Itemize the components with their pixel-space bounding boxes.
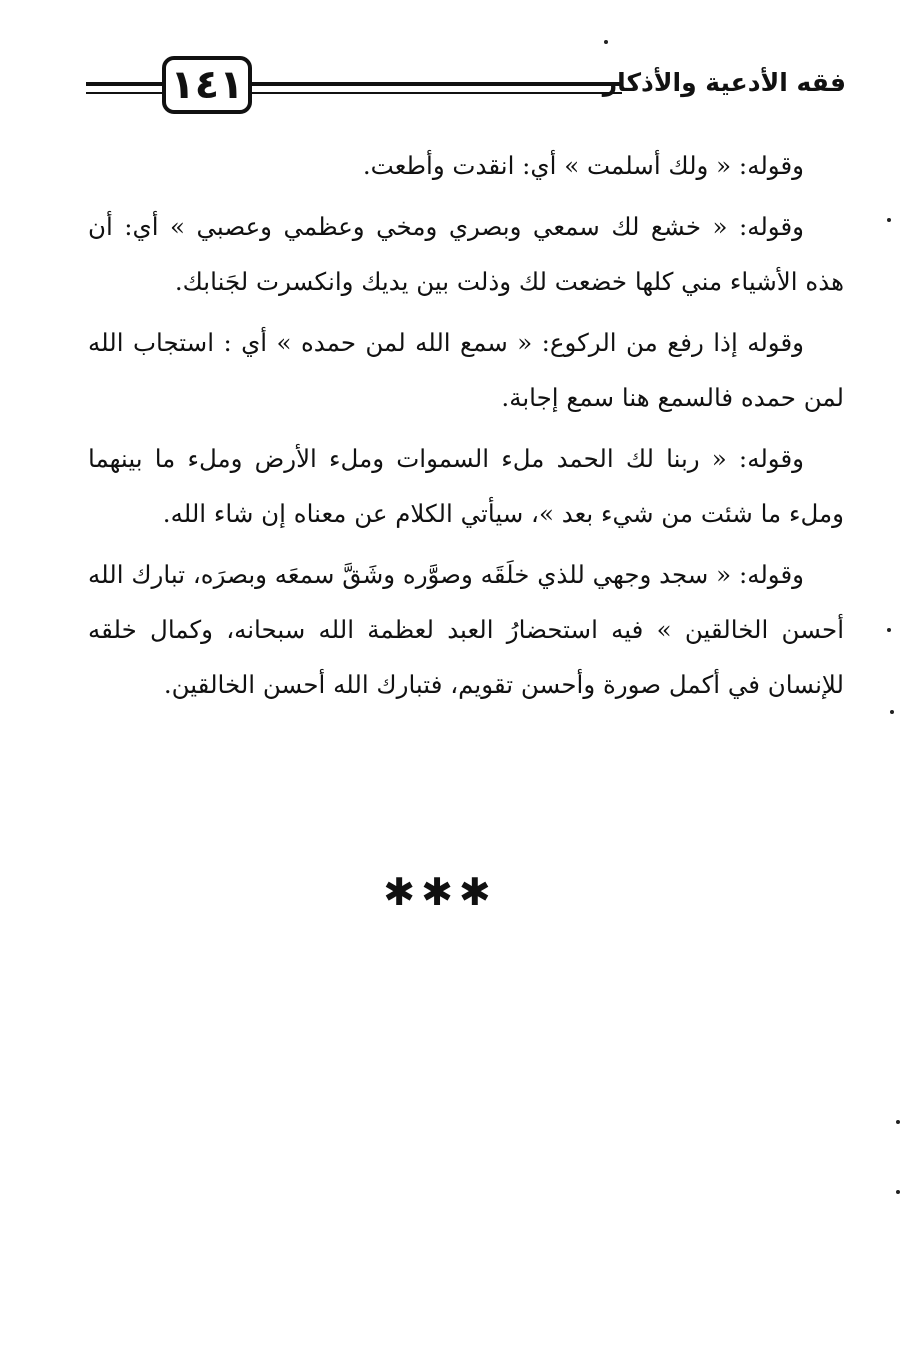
- page-body: [88, 138, 844, 718]
- scan-speck: [604, 40, 608, 44]
- header-rule-right-top: [252, 82, 622, 86]
- header-rule-left-bottom: [86, 92, 166, 94]
- scan-speck: [887, 218, 891, 222]
- page-header: [86, 52, 846, 124]
- scan-speck: [896, 1120, 900, 1124]
- paragraph-3: وقوله إذا رفع من الركوع: « سمع الله لمن حمده » أي : استجاب الله لمن حمده فالسمع هنا سمع إجابة.: [88, 328, 844, 412]
- scan-speck: [890, 710, 894, 714]
- header-rule-right-bottom: [252, 92, 622, 94]
- paragraph-5: وقوله: « سجد وجهي للذي خلَقَه وصوَّره وشَقَّ سمعَه وبصرَه، تبارك الله أحسن الخالقين » فيه استحضارُ العبد لعظمة الله سبحانه، وكمال خلقه للإنسان في أكمل صورة وأحسن تقويم، فتبارك الله أحسن الخالقين.: [88, 560, 844, 699]
- paragraph-1: وقوله: « ولك أسلمت » أي: انقدت وأطعت.: [362, 151, 804, 180]
- paragraph-4: وقوله: « ربنا لك الحمد ملء السموات وملء الأرض وملء ما بينهما وملء ما شئت من شيء بعد »، سيأتي الكلام عن معناه إن شاء الله.: [88, 444, 844, 528]
- section-separator: ✱✱✱: [383, 870, 497, 914]
- scan-speck: [887, 628, 891, 632]
- scan-speck: [896, 1190, 900, 1194]
- paragraph-2: وقوله: « خشع لك سمعي وبصري ومخي وعظمي وعصبي » أي: أن هذه الأشياء مني كلها خضعت لك وذلت بين يديك وانكسرت لجَنابك.: [88, 212, 844, 296]
- book-title: فقه الأدعية والأذكار: [602, 68, 846, 97]
- page-number: ١٤١: [162, 56, 252, 114]
- header-rule-left-top: [86, 82, 166, 86]
